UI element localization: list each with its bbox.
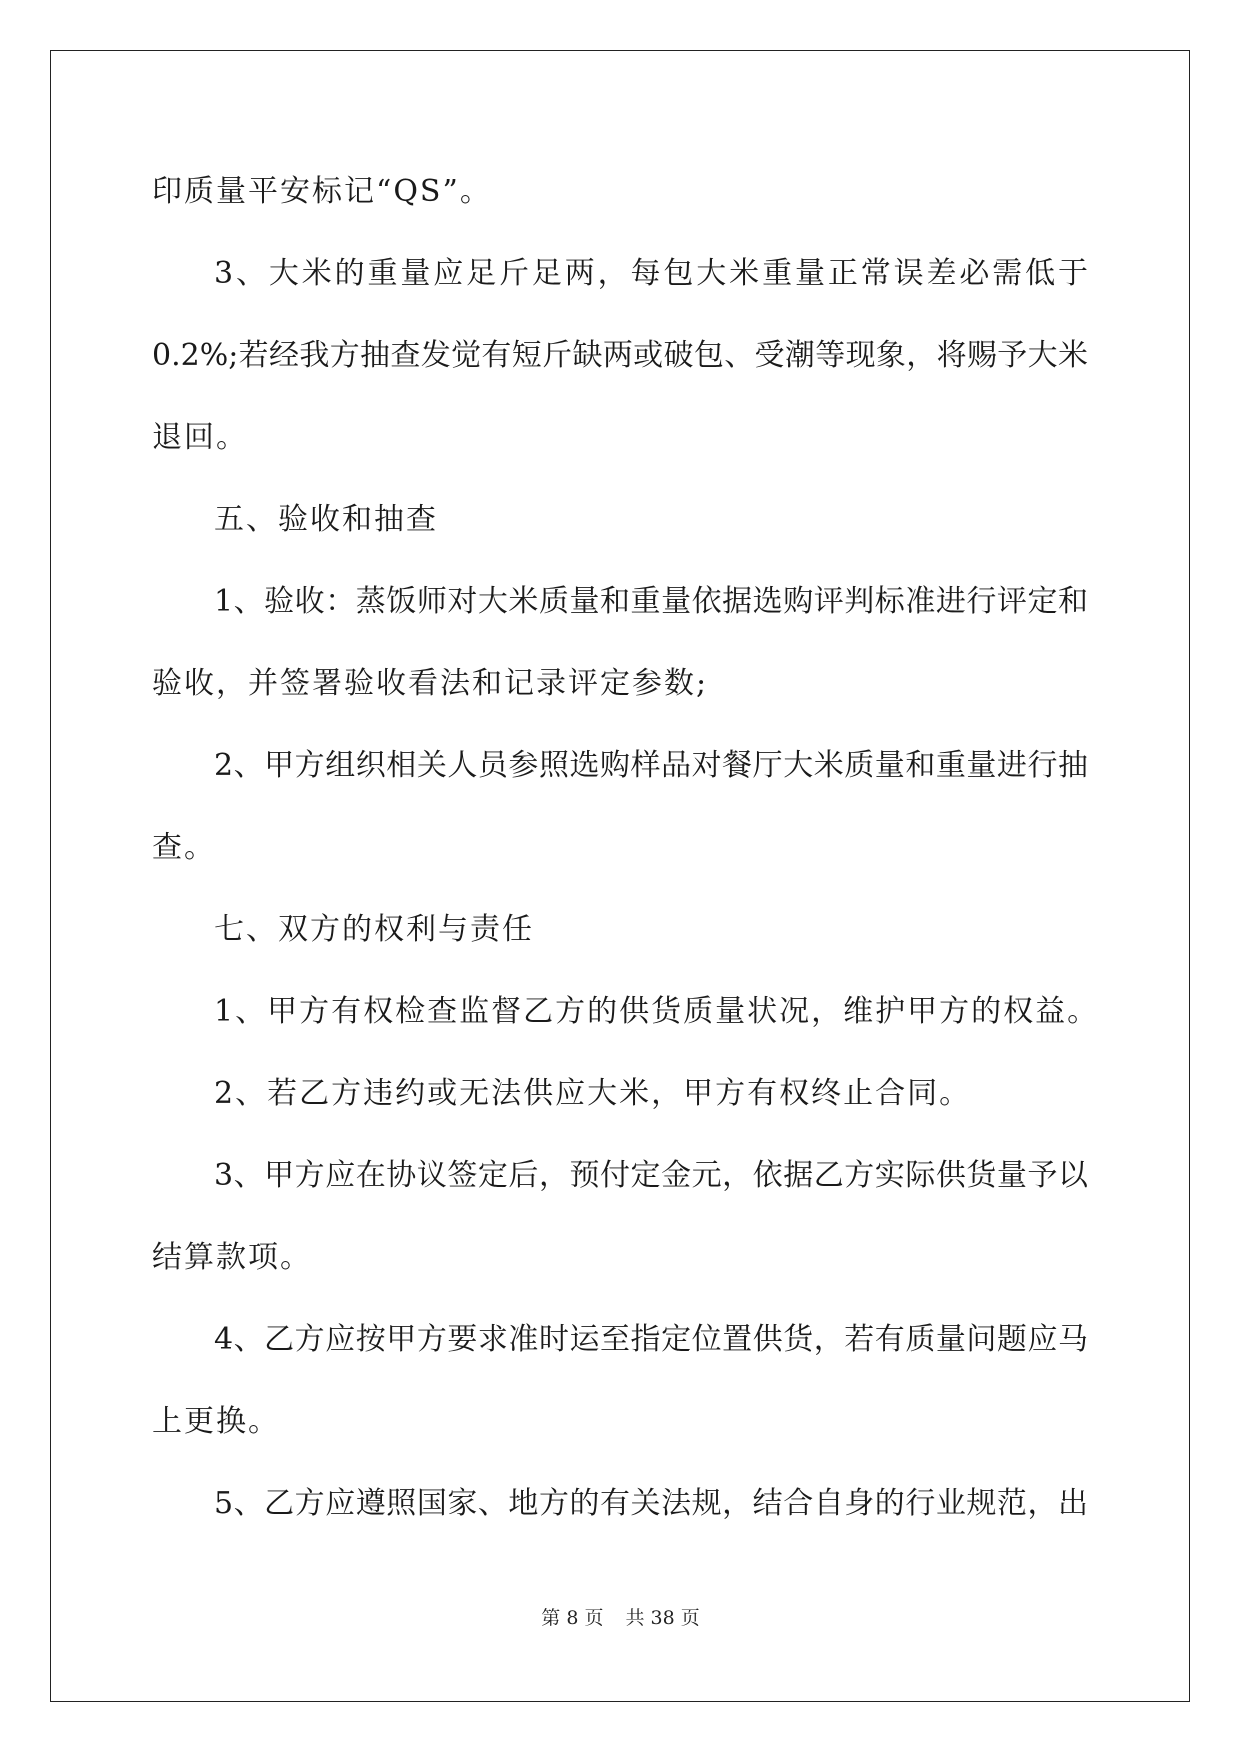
- body-line: 3、甲方应在协议签定后，预付定金元，依据乙方实际供货量予以: [214, 1158, 1088, 1193]
- body-line: 1、甲方有权检查监督乙方的供货质量状况，维护甲方的权益。: [214, 994, 1100, 1029]
- section-heading: 五、验收和抽查: [214, 502, 438, 537]
- body-line: 结算款项。: [152, 1240, 312, 1275]
- body-line: 5、乙方应遵照国家、地方的有关法规，结合自身的行业规范，出: [214, 1486, 1088, 1521]
- body-line: 印质量平安标记“QS”。: [152, 174, 492, 209]
- body-line: 1、验收：蒸饭师对大米质量和重量依据选购评判标准进行评定和: [214, 584, 1088, 619]
- page-number: 第 8 页: [541, 1607, 604, 1629]
- body-line: 0.2%;若经我方抽查发觉有短斤缺两或破包、受潮等现象，将赐予大米: [152, 338, 1088, 373]
- page-footer: [0, 1606, 1241, 1630]
- body-line: 查。: [152, 830, 216, 865]
- body-line: 上更换。: [152, 1404, 280, 1439]
- section-heading: 七、双方的权利与责任: [214, 912, 534, 947]
- body-line: 2、若乙方违约或无法供应大米，甲方有权终止合同。: [214, 1076, 972, 1111]
- page-total: 共 38 页: [625, 1607, 700, 1629]
- body-line: 3、大米的重量应足斤足两，每包大米重量正常误差必需低于: [214, 256, 1088, 291]
- body-line: 4、乙方应按甲方要求准时运至指定位置供货，若有质量问题应马: [214, 1322, 1088, 1357]
- page-border: [50, 50, 1190, 1702]
- body-line: 2、甲方组织相关人员参照选购样品对餐厅大米质量和重量进行抽: [214, 748, 1088, 783]
- body-line: 验收，并签署验收看法和记录评定参数;: [152, 666, 709, 701]
- body-line: 退回。: [152, 420, 248, 455]
